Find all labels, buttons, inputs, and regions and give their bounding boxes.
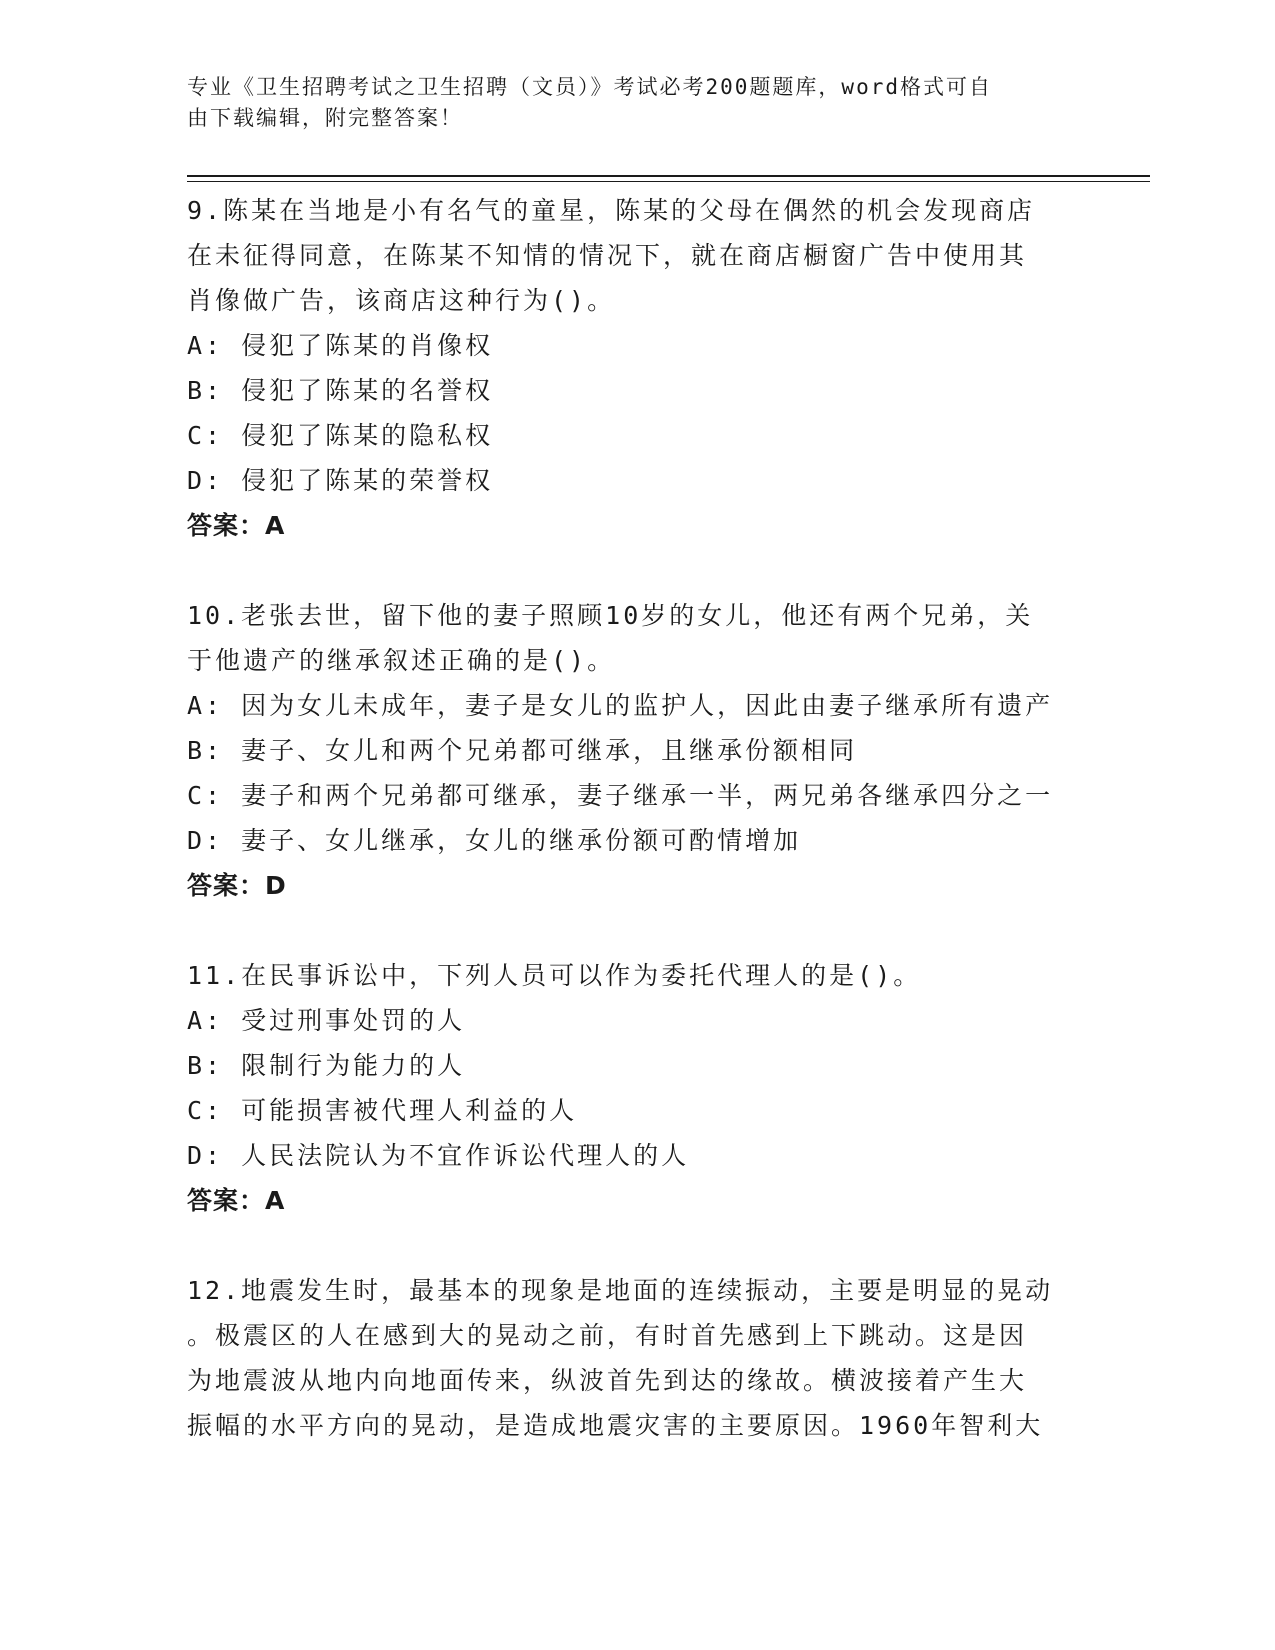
header-line: 由下载编辑，附完整答案！ — [187, 106, 463, 130]
option-a: A: 受过刑事处罚的人 — [187, 1006, 466, 1035]
question-text: 为地震波从地内向地面传来，纵波首先到达的缘故。横波接着产生大 — [187, 1366, 1028, 1395]
question-text: 12.地震发生时，最基本的现象是地面的连续振动，主要是明显的晃动 — [187, 1276, 1054, 1305]
question-block — [187, 188, 1087, 548]
option-a: A: 侵犯了陈某的肖像权 — [187, 331, 494, 360]
question-text: 于他遗产的继承叙述正确的是()。 — [187, 646, 616, 675]
option-b: B: 妻子、女儿和两个兄弟都可继承，且继承份额相同 — [187, 736, 858, 765]
question-text: 肖像做广告，该商店这种行为()。 — [187, 286, 616, 315]
answer-label: 答案：D — [187, 871, 287, 900]
option-a: A: 因为女儿未成年，妻子是女儿的监护人，因此由妻子继承所有遗产 — [187, 691, 1054, 720]
question-text: 在未征得同意，在陈某不知情的情况下，就在商店橱窗广告中使用其 — [187, 241, 1028, 270]
answer-label: 答案：A — [187, 1186, 286, 1215]
question-list — [187, 188, 1087, 1448]
question-text: 11.在民事诉讼中，下列人员可以作为委托代理人的是()。 — [187, 961, 922, 990]
option-d: D: 妻子、女儿继承，女儿的继承份额可酌情增加 — [187, 826, 802, 855]
document-header — [187, 72, 1067, 134]
question-text: 10.老张去世，留下他的妻子照顾10岁的女儿，他还有两个兄弟，关 — [187, 601, 1034, 630]
question-text: 振幅的水平方向的晃动，是造成地震灾害的主要原因。1960年智利大 — [187, 1411, 1044, 1440]
question-text: 9.陈某在当地是小有名气的童星，陈某的父母在偶然的机会发现商店 — [187, 196, 1036, 225]
header-line: 专业《卫生招聘考试之卫生招聘（文员）》考试必考200题题库，word格式可自 — [187, 75, 992, 99]
question-block — [187, 593, 1087, 908]
option-c: C: 侵犯了陈某的隐私权 — [187, 421, 494, 450]
option-b: B: 侵犯了陈某的名誉权 — [187, 376, 494, 405]
option-d: D: 人民法院认为不宜作诉讼代理人的人 — [187, 1141, 690, 1170]
header-divider-thin — [187, 181, 1150, 182]
question-text: 。极震区的人在感到大的晃动之前，有时首先感到上下跳动。这是因 — [187, 1321, 1028, 1350]
option-b: B: 限制行为能力的人 — [187, 1051, 466, 1080]
option-c: C: 妻子和两个兄弟都可继承，妻子继承一半，两兄弟各继承四分之一 — [187, 781, 1054, 810]
question-block — [187, 953, 1087, 1223]
option-d: D: 侵犯了陈某的荣誉权 — [187, 466, 494, 495]
answer-label: 答案：A — [187, 511, 286, 540]
option-c: C: 可能损害被代理人利益的人 — [187, 1096, 578, 1125]
header-divider — [187, 175, 1150, 177]
question-block — [187, 1268, 1087, 1448]
